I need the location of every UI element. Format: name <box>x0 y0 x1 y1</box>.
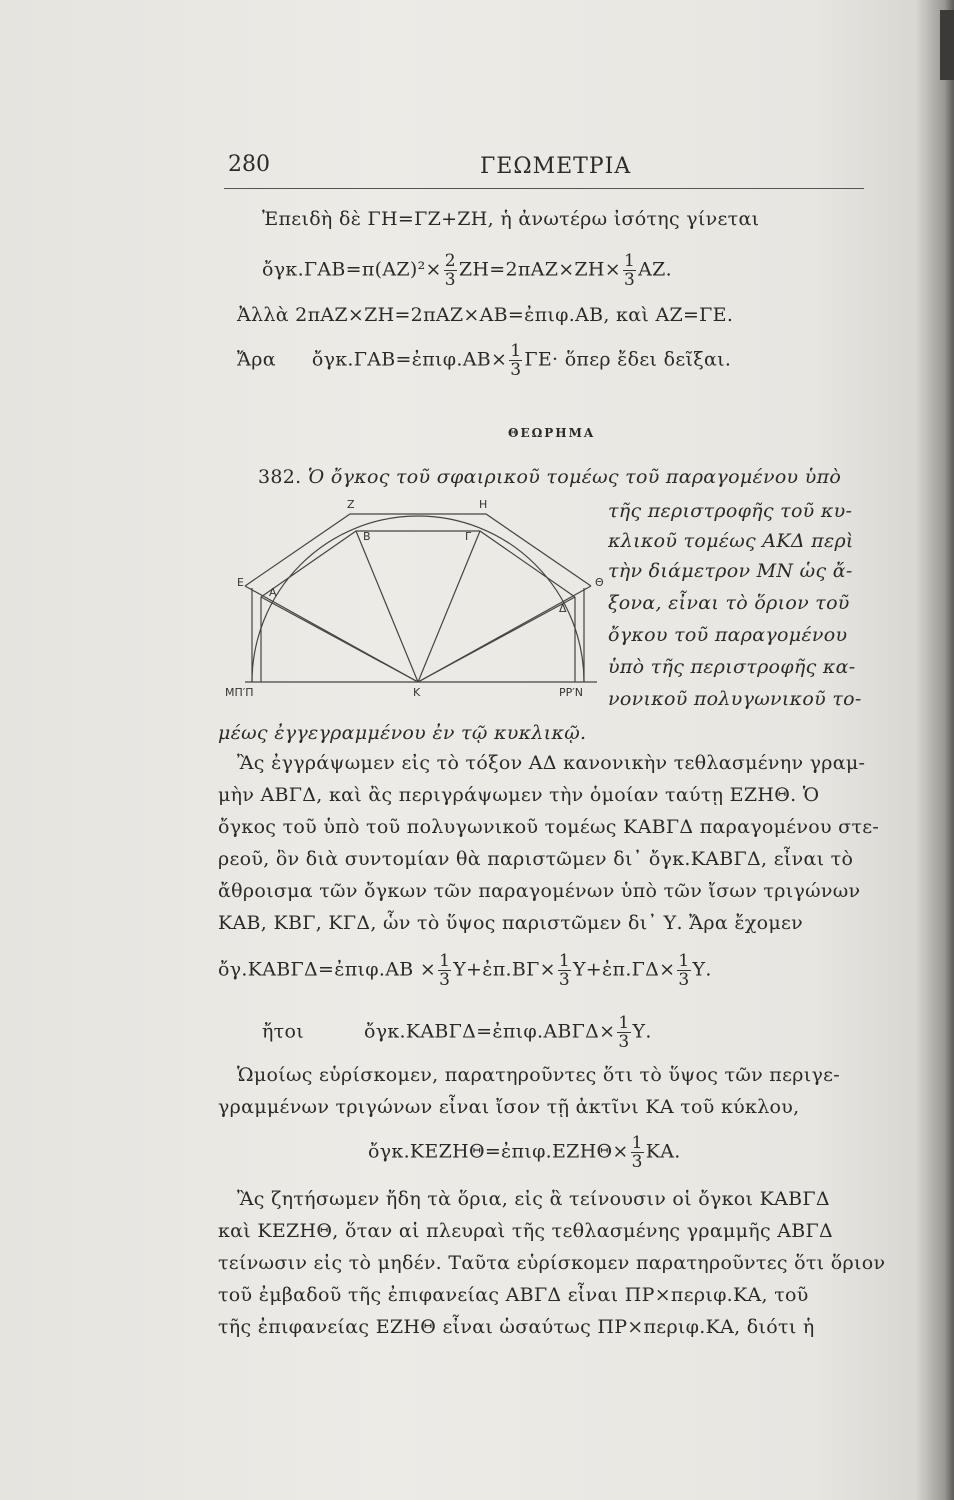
text-line: καὶ ΚΕΖΗΘ, ὅταν αἱ πλευραὶ τῆς τεθλασμένης γραμμῆς ΑΒΓΔ <box>218 1220 834 1242</box>
label-PPN: ΡΡ′Ν <box>559 686 583 699</box>
theorem-line: τὴν διάμετρον ΜΝ ὡς ἄ- <box>608 560 853 582</box>
radius-KB <box>356 531 418 682</box>
label-D: Δ <box>559 602 567 615</box>
theorem-line: ὄγκου τοῦ παραγομένου <box>608 624 848 646</box>
line-KE <box>245 586 418 682</box>
circumscribed-polygon <box>245 514 591 586</box>
text-line: Ἂς ἐγγράψωμεν εἰς τὸ τόξον ΑΔ κανονικὴν τεθλασμένην γραμ- <box>237 752 866 774</box>
header-rule <box>224 188 864 189</box>
label-Theta: Θ <box>595 576 604 589</box>
fraction: $\frac{2}{3}$ <box>444 251 456 290</box>
theorem-title: ΘΕΩΡΗΜΑ <box>508 426 596 440</box>
label-H: Η <box>479 498 488 511</box>
equation-part: ὄγκ.ΓΑΒ=π(ΑΖ)²× <box>262 258 442 281</box>
page-edge-shadow <box>940 10 954 80</box>
text-line: τῆς ἐπιφανείας ΕΖΗΘ εἶναι ὡσαύτως ΠΡ×περιφ.ΚΑ, διότι ἡ <box>218 1316 815 1338</box>
label-MPP: ΜΠ′Π <box>225 686 254 699</box>
line-KTheta <box>418 586 591 682</box>
text-line: γραμμένων τριγώνων εἶναι ἴσον τῇ ἀκτῖνι ΚΑ τοῦ κύκλου, <box>218 1096 800 1118</box>
ara-word: Ἄρα <box>237 348 276 371</box>
text-line: μὴν ΑΒΓΔ, καὶ ἂς περιγράψωμεν τὴν ὁμοίαν ταύτῃ ΕΖΗΘ. Ὁ <box>218 784 820 806</box>
text-line: τείνωσιν εἰς τὸ μηδέν. Ταῦτα εὑρίσκομεν παρατηροῦντες ὅτι ὅριον <box>218 1252 886 1274</box>
text-line: Ἀλλὰ 2πΑΖ×ΖΗ=2πΑΖ×ΑΒ=ἐπιφ.ΑΒ, καὶ ΑΖ=ΓΕ. <box>237 304 734 326</box>
theorem-line: 382. Ὁ ὄγκος τοῦ σφαιρικοῦ τομέως τοῦ παραγομένου ὑπὸ <box>258 466 842 488</box>
label-Z: Ζ <box>347 498 355 511</box>
equation-part: ὄγκ.ΓΑΒ=ἐπιφ.ΑΒ× <box>311 348 508 371</box>
label-E: Ε <box>237 576 244 589</box>
fraction: $\frac{1}{3}$ <box>631 1133 643 1172</box>
label-G: Γ <box>465 530 472 543</box>
text-line: ρεοῦ, ὃν διὰ συντομίαν θὰ παριστῶμεν δι᾽ ὄγκ.ΚΑΒΓΔ, εἶναι τὸ <box>218 848 854 870</box>
equation-part: ΓΕ· ὅπερ ἔδει δεῖξαι. <box>524 348 732 371</box>
equation-part: ΖΗ=2πΑΖ×ΖΗ× <box>458 258 622 281</box>
fraction: $\frac{1}{3}$ <box>624 251 636 290</box>
fraction: $\frac{1}{3}$ <box>618 1013 630 1052</box>
fraction: $\frac{1}{3}$ <box>439 951 451 990</box>
equation-line <box>237 342 731 379</box>
theorem-line: νονικοῦ πολυγωνικοῦ το- <box>608 688 862 710</box>
equation-line: ὄγ.ΚΑΒΓΔ=ἐπιφ.ΑΒ × $\frac{1}{3}$ Υ+ἐπ.ΒΓ× $\frac{1}{3}$ Υ+ἐπ.ΓΔ× $\frac{1}{3}$ Υ. <box>218 951 712 990</box>
circle-arc <box>252 516 584 682</box>
label-K: Κ <box>413 686 421 699</box>
equation-part: ΑΖ. <box>638 258 673 281</box>
text-line: Ἂς ζητήσωμεν ἤδη τὰ ὅρια, εἰς ἃ τείνουσιν οἱ ὄγκοι ΚΑΒΓΔ <box>237 1188 830 1210</box>
htoi-word: ἤτοι <box>262 1020 304 1043</box>
text-line: Ὡμοίως εὑρίσκομεν, παρατηροῦντες ὅτι τὸ ὕψος τῶν περιγε- <box>237 1064 840 1086</box>
inscribed-polygon <box>261 531 575 597</box>
theorem-line: τῆς περιστροφῆς τοῦ κυ- <box>608 500 853 522</box>
equation-line: ὄγκ.ΚΕΖΗΘ=ἐπιφ.ΕΖΗΘ× $\frac{1}{3}$ ΚΑ. <box>368 1133 681 1172</box>
text-line: τοῦ ἐμβαδοῦ τῆς ἐπιφανείας ΑΒΓΔ εἶναι ΠΡ×περιφ.ΚΑ, τοῦ <box>218 1284 809 1306</box>
text-line: ὄγκος τοῦ ὑπὸ τοῦ πολυγωνικοῦ τομέως ΚΑΒΓΔ παραγομένου στε- <box>218 816 880 838</box>
geometry-figure <box>225 492 610 712</box>
theorem-line: ὑπὸ τῆς περιστροφῆς κα- <box>608 656 856 678</box>
label-A: Α <box>269 586 277 599</box>
equation-line: ἤτοι ὄγκ.ΚΑΒΓΔ=ἐπιφ.ΑΒΓΔ× $\frac{1}{3}$ Υ. <box>262 1013 652 1052</box>
fraction: $\frac{1}{3}$ <box>678 951 690 990</box>
fraction: $\frac{1}{3}$ <box>510 341 522 380</box>
text-line: ΚΑΒ, ΚΒΓ, ΚΓΔ, ὧν τὸ ὕψος παριστῶμεν δι᾽ Υ. Ἄρα ἔχομεν <box>218 912 804 934</box>
label-B: Β <box>363 530 371 543</box>
equation-line <box>262 252 672 289</box>
text-line: Ἐπειδὴ δὲ ΓΗ=ΓΖ+ΖΗ, ἡ ἀνωτέρω ἰσότης γίνεται <box>262 208 760 230</box>
theorem-line: ξονα, εἶναι τὸ ὅριον τοῦ <box>608 592 850 614</box>
theorem-line: μέως ἐγγεγραμμένου ἐν τῷ κυκλικῷ. <box>218 722 587 744</box>
theorem-line: κλικοῦ τομέως ΑΚΔ περὶ <box>608 530 854 552</box>
running-head: ΓΕΩΜΕΤΡΙΑ <box>480 154 632 179</box>
radius-KG <box>418 531 480 682</box>
theorem-number: 382. <box>258 466 302 488</box>
text-line: ἄθροισμα τῶν ὄγκων τῶν παραγομένων ὑπὸ τῶν ἴσων τριγώνων <box>218 880 861 902</box>
fraction: $\frac{1}{3}$ <box>558 951 570 990</box>
page-number: 280 <box>228 152 270 177</box>
